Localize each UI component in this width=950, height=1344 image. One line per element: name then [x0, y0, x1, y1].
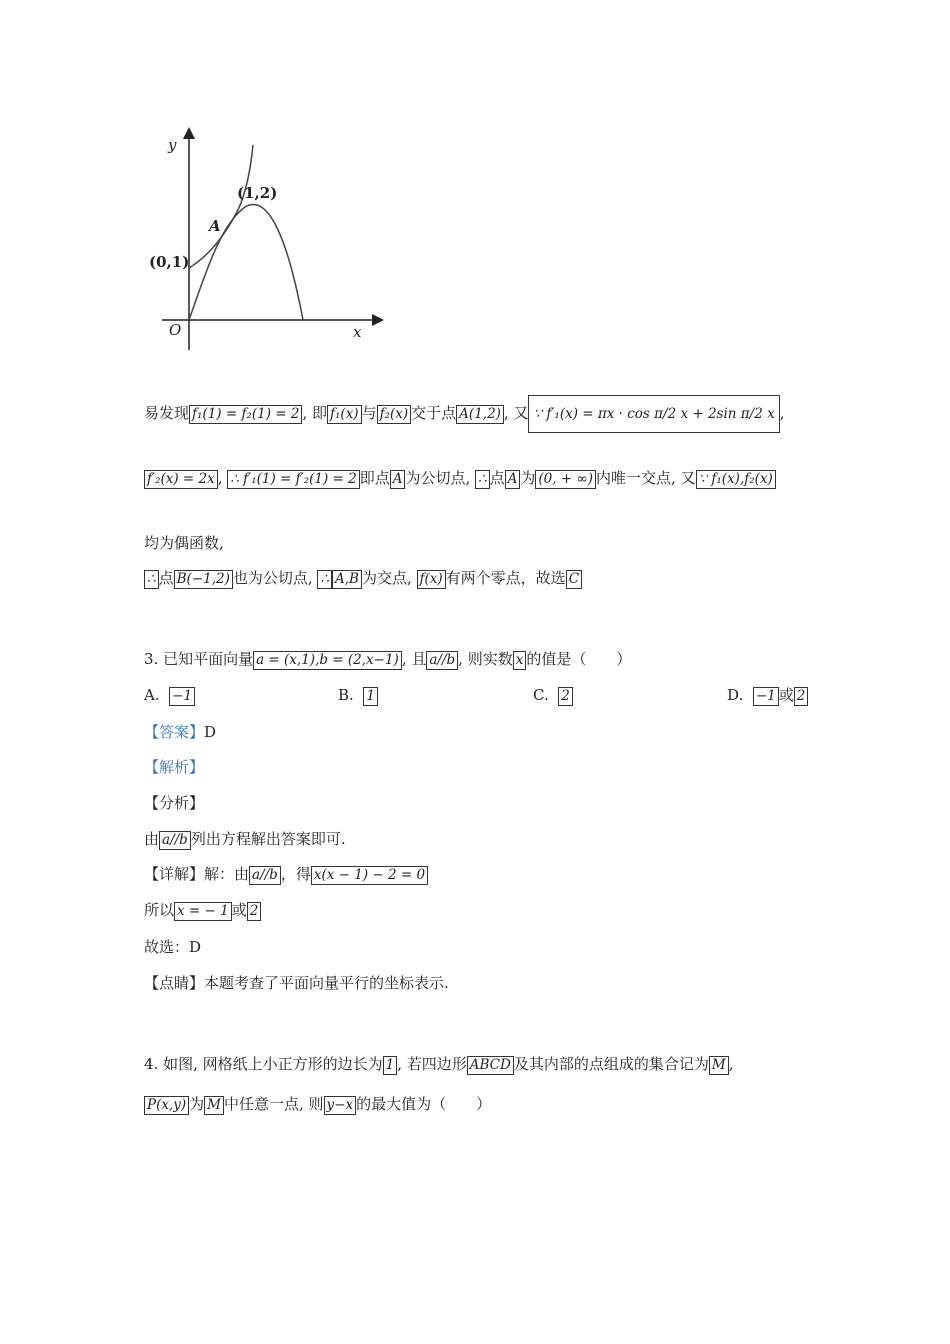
point-a-label: A	[209, 217, 221, 235]
math-formula: x(x − 1) − 2 = 0	[311, 866, 428, 885]
math-formula: f₁(1) = f₂(1) = 2	[189, 405, 302, 424]
fenxi-line	[144, 828, 346, 850]
text: ,	[728, 1055, 734, 1073]
question-4-line-1	[144, 1053, 733, 1075]
text: 为	[189, 1095, 205, 1113]
math-formula: M	[204, 1096, 224, 1115]
math-formula: 1	[383, 1056, 398, 1075]
point-01-label: (0,1)	[149, 253, 190, 271]
math-formula: f(x)	[417, 570, 446, 589]
math-formula: A(1,2)	[456, 405, 504, 424]
text: 所以	[144, 901, 175, 919]
math-formula: P(x,y)	[144, 1096, 189, 1115]
text: 交于点	[411, 404, 457, 422]
text: 或	[231, 901, 247, 919]
text: 及其内部的点组成的集合记为	[513, 1055, 709, 1073]
text: 有两个零点，故选	[445, 569, 566, 587]
text: ,	[779, 404, 785, 422]
math-formula: ABCD	[467, 1056, 514, 1075]
answer-value: D	[204, 723, 217, 741]
text: 或	[778, 686, 794, 704]
option-label: B.	[338, 686, 354, 704]
text: 的值是（ ）	[526, 650, 632, 668]
math-formula: a = (x,1),b = (2,x−1)	[253, 651, 402, 670]
math-formula: f₁(x)	[327, 405, 362, 424]
text: 点	[489, 469, 505, 487]
detail-tag: 【详解】	[144, 865, 205, 883]
analysis-tag: 【解析】	[144, 758, 205, 776]
math-formula: 2	[558, 687, 573, 706]
math-formula: −1	[753, 687, 779, 706]
math-formula: M	[709, 1056, 729, 1075]
text: 为	[520, 469, 536, 487]
answer-line	[144, 721, 216, 743]
function-graph-figure	[140, 125, 390, 355]
question-4-line-2	[144, 1093, 491, 1115]
answer-tag: 【答案】	[144, 723, 205, 741]
text: 内唯一交点, 又	[595, 469, 696, 487]
math-formula: (0, + ∞)	[535, 470, 596, 489]
option-d[interactable]	[727, 684, 808, 706]
math-formula: x = − 1	[174, 902, 232, 921]
solution-line-1	[144, 395, 784, 433]
solution-line-4	[144, 567, 582, 589]
text: 易发现	[144, 404, 190, 422]
math-formula: x	[513, 651, 527, 670]
choose-line: 故选：D	[144, 938, 202, 956]
math-formula: 2	[794, 687, 809, 706]
text: 中任意一点, 则	[224, 1095, 324, 1113]
math-formula: 1	[363, 687, 378, 706]
math-formula: y−x	[324, 1096, 357, 1115]
curve-sine	[189, 204, 303, 320]
math-formula: ∴	[317, 570, 332, 589]
option-b[interactable]	[338, 684, 378, 706]
math-formula: ∴ f′₁(1) = f′₂(1) = 2	[227, 470, 359, 489]
text: 3. 已知平面向量	[144, 650, 254, 668]
detail-line	[144, 863, 428, 885]
math-formula: f₂(x)	[377, 405, 412, 424]
question-3-stem	[144, 648, 631, 670]
text: , 且	[401, 650, 427, 668]
text: 的最大值为（ ）	[356, 1095, 492, 1113]
option-a[interactable]	[144, 684, 195, 706]
text: 为交点,	[361, 569, 417, 587]
math-formula: B(−1,2)	[174, 570, 233, 589]
text: , 即	[302, 404, 328, 422]
text: , 又	[503, 404, 529, 422]
curve-exponential	[189, 145, 253, 268]
text: 由	[144, 830, 160, 848]
text: , 若四边形	[397, 1055, 467, 1073]
math-formula: a//b	[159, 831, 191, 850]
text: 本题考查了平面向量平行的坐标表示.	[204, 974, 449, 992]
option-c[interactable]	[533, 684, 573, 706]
text: 也为公切点,	[232, 569, 318, 587]
math-formula: ∵ f₁(x),f₂(x)	[696, 470, 776, 489]
origin-label: O	[169, 321, 182, 339]
math-formula: a//b	[249, 866, 281, 885]
text: ,	[217, 469, 228, 487]
text: ，得	[280, 865, 311, 883]
text: 为公切点,	[405, 469, 476, 487]
math-formula: 2	[247, 902, 262, 921]
math-formula: A	[505, 470, 521, 489]
math-formula: A	[390, 470, 406, 489]
math-formula: −1	[169, 687, 195, 706]
math-formula: f′₂(x) = 2x	[144, 470, 218, 489]
axis-x-label: x	[353, 323, 362, 341]
dianjing-line	[144, 972, 449, 994]
text: 点	[158, 569, 174, 587]
option-label: C.	[533, 686, 549, 704]
math-formula: ∵ f′₁(x) = πx · cos π/2 x + 2sin π/2 x	[528, 395, 779, 433]
text: 即点	[359, 469, 390, 487]
text: 解：由	[204, 865, 250, 883]
option-label: D.	[727, 686, 744, 704]
math-formula: a//b	[426, 651, 458, 670]
math-formula: ∴	[144, 570, 159, 589]
fenxi-tag: 【分析】	[144, 794, 205, 812]
text: 4. 如图, 网格纸上小正方形的边长为	[144, 1055, 383, 1073]
axis-y-label: y	[168, 136, 177, 154]
option-label: A.	[144, 686, 160, 704]
point-12-label: (1,2)	[237, 184, 278, 202]
math-formula: ∴	[475, 470, 490, 489]
math-formula: C	[566, 570, 582, 589]
solution-line-2	[144, 467, 776, 489]
result-line	[144, 899, 261, 921]
text: 与	[361, 404, 377, 422]
math-formula: A,B	[332, 570, 362, 589]
text: 列出方程解出答案即可.	[190, 830, 346, 848]
text: , 则实数	[458, 650, 513, 668]
dianjing-tag: 【点睛】	[144, 974, 205, 992]
solution-line-3: 均为偶函数,	[144, 534, 224, 552]
